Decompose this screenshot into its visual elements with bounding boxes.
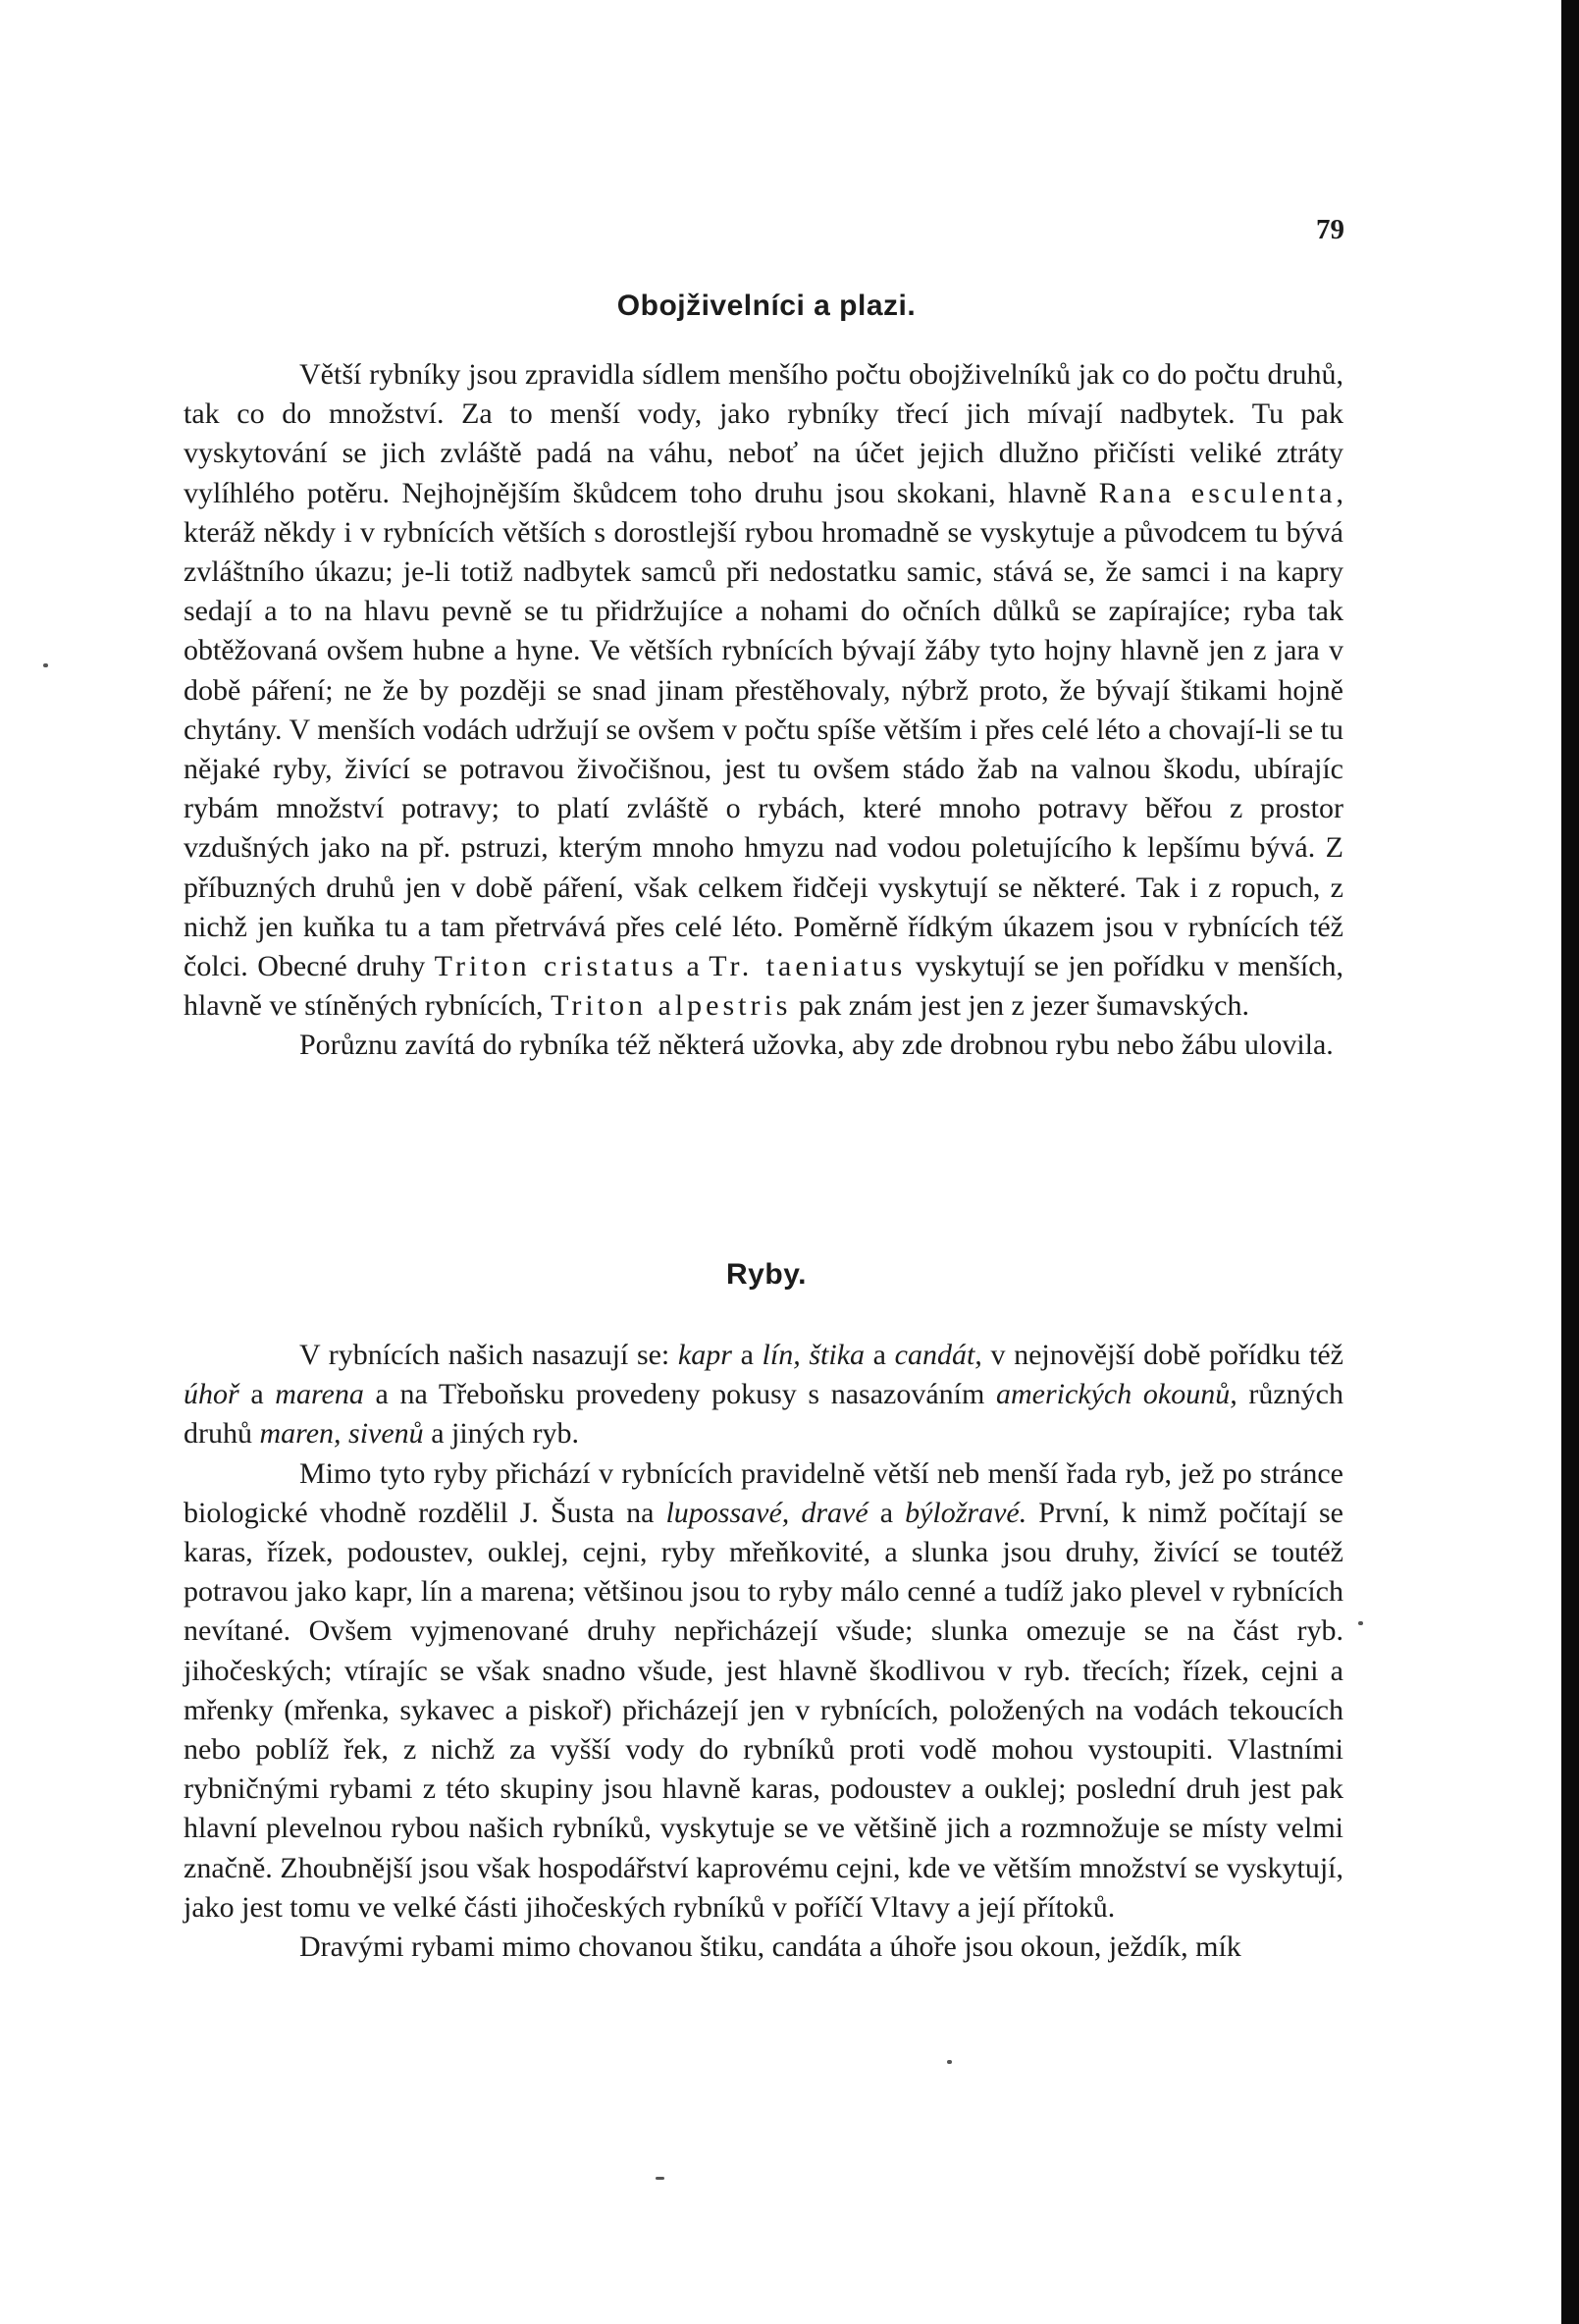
scan-speck xyxy=(43,663,48,667)
paragraph-amphibians-1: Větší rybníky jsou zpravidla sídlem menšího počtu obojživelníků jak co do počtu druhů, tak co do množství. Za to menší vody, jako rybníky třecí jich mívají nadbytek. Tu pak vyskytování se jich zvláště padá na váhu, neboť na účet jejich dlužno přičísti veliké ztráty vylíhlého potěru. Nejhojnějším škůdcem toho druhu jsou skokani, hlavně Rana esculenta, kteráž někdy i v rybnících větších s dorostlejší rybou hromadně se vyskytuje a původcem tu bývá zvláštního úkazu; je-li totiž nadbytek samců při nedostatku samic, stává se, že samci i na kapry sedají a to na hlavu pevně se tu přidržujíce a nohami do očních důlků se zapírajíce; ryba tak obtěžovaná ovšem hubne a hyne. Ve větších rybnících bývají žáby tyto hojny hlavně jen z jara v době páření; ne že by později se snad jinam přestěhovaly, nýbrž proto, že bývají štikami hojně chytány. V menších vodách udržují se ovšem v počtu spíše větším i přes celé léto a chovají-li se tu nějaké ryby, živící se potravou živočišnou, jest tu ovšem stádo žab na valnou škodu, ubírajíc rybám množství potravy; to platí zvláště o rybách, které mnoho potravy běřou z prostor vzdušných jako na př. pstruzi, kterým mnoho hmyzu nad vodou poletujícího k lepšímu bývá. Z příbuzných druhů jen v době páření, však celkem řidčeji vyskytují se některé. Tak i z ropuch, z nichž jen kuňka tu a tam přetrvává přes celé léto. Poměrně řídkým úkazem jsou v rybnících též čolci. Obecné druhy Triton cristatus a Tr. taeniatus vyskytují se jen pořídku v menších, hlavně ve stíněných rybnících, Triton alpestris pak znám jest jen z jezer šumavských. xyxy=(184,358,1344,1023)
paragraph-fish-1: V rybnících našich nasazují se: kapr a lín, štika a candát, v nejnovější době pořídku též úhoř a marena a na Třeboňsku provedeny pokusy s nasazováním amerických okounů, různých druhů maren, sivenů a jiných ryb. xyxy=(184,1339,1343,1451)
category-name: býložravé. xyxy=(905,1496,1027,1529)
fish-name: kapr xyxy=(677,1339,732,1371)
section-heading-amphibians: Obojživelníci a plazi. xyxy=(616,290,917,322)
section-body-fish xyxy=(184,1336,1343,1967)
scan-speck xyxy=(947,2060,952,2064)
scan-speck xyxy=(656,2177,664,2180)
page-edge-shadow xyxy=(1561,0,1579,2324)
species-name: Rana esculenta xyxy=(1098,476,1337,509)
scan-speck xyxy=(1358,1621,1363,1625)
fish-name: candát, xyxy=(894,1339,982,1371)
section-heading-fish: Ryby. xyxy=(726,1258,807,1291)
paragraph-amphibians-2: Porůznu zavítá do rybníka též některá užovka, aby zde drobnou rybu nebo žábu ulovila. xyxy=(299,1029,1334,1062)
fish-name: amerických okounů, xyxy=(995,1378,1237,1411)
page-number: 79 xyxy=(1316,214,1344,245)
species-name: Triton cristatus xyxy=(434,950,678,983)
fish-name: maren, sivenů xyxy=(259,1417,424,1451)
fish-name: úhoř xyxy=(184,1378,239,1411)
section-body-amphibians xyxy=(184,355,1343,1066)
fish-name: marena xyxy=(275,1378,364,1411)
fish-name: lín, štika xyxy=(762,1339,866,1371)
paragraph-fish-2: Mimo tyto ryby přichází v rybnících pravidelně větší neb menší řada ryb, jež po stránce biologické vhodně rozdělil J. Šusta na lupossavé, dravé a býložravé. První, k nimž počítají se karas, řízek, podoustev, ouklej, cejni, ryby mřeňkovité, a slunka jsou druhy, živící se toutéž potravou jako kapr, lín a marena; většinou jsou to ryby málo cenné a tudíž jako plevel v rybnících nevítané. Ovšem vyjmenované druhy nepřicházejí všude; slunka omezuje se na část ryb. jihočeských; vtírajíc se však snadno všude, jest hlavně škodlivou v ryb. třecích; řízek, cejni a mřenky (mřenka, sykavec a piskoř) přicházejí jen v rybnících, položených na vodách tekoucích nebo poblíž řek, z nichž za vyšší vody do rybníků proti vodě mohou vystoupiti. Vlastními rybničnými rybami z této skupiny jsou hlavně karas, podoustev a ouklej; poslední druh jest pak hlavní plevelnou rybou našich rybníků, vyskytuje se ve většině jich a rozmnožuje se místy velmi značně. Zhoubnější jsou však hospodářství kaprovému cejni, kde ve větším množství se vyskytují, jako jest tomu ve velké části jihočeských rybníků v poříčí Vltavy a její přítoků. xyxy=(184,1456,1343,1924)
category-name: lupossavé, dravé xyxy=(665,1496,868,1529)
species-name: Tr. taeniatus xyxy=(709,950,907,983)
species-name: Triton alpestris xyxy=(551,989,792,1023)
paragraph-fish-3: Dravými rybami mimo chovanou štiku, candáta a úhoře jsou okoun, ježdík, mík xyxy=(299,1930,1241,1964)
